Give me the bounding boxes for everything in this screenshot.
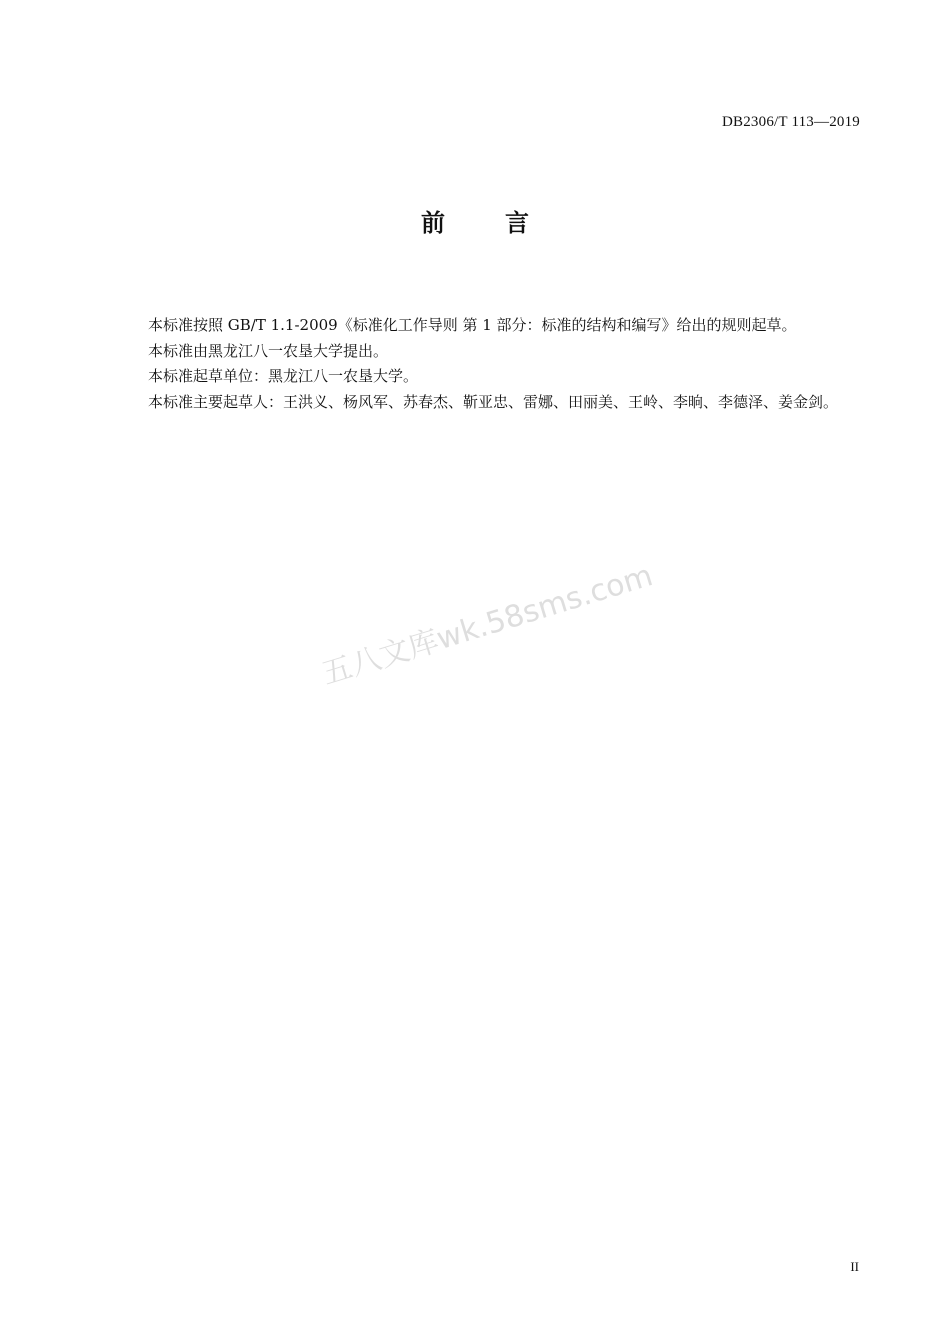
watermark: 五八文库wk.58sms.com	[317, 558, 657, 693]
paragraph-drafting-rules: 本标准按照 GB/T 1.1-2009《标准化工作导则 第 1 部分：标准的结构和编写》给出的规则起草。	[148, 316, 797, 334]
preface-body	[113, 313, 863, 415]
page-title: 前言	[421, 209, 589, 237]
standard-code: DB2306/T 113—2019	[722, 114, 860, 130]
paragraph-drafters: 本标准主要起草人：王洪义、杨风军、苏春杰、靳亚忠、雷娜、田丽美、王岭、李晌、李德泽、姜金剑。	[148, 392, 839, 411]
paragraph-proposer: 本标准由黑龙江八一农垦大学提出。	[148, 341, 389, 360]
paragraph-drafting-unit: 本标准起草单位：黑龙江八一农垦大学。	[148, 367, 419, 385]
page-number: II	[850, 1259, 859, 1274]
